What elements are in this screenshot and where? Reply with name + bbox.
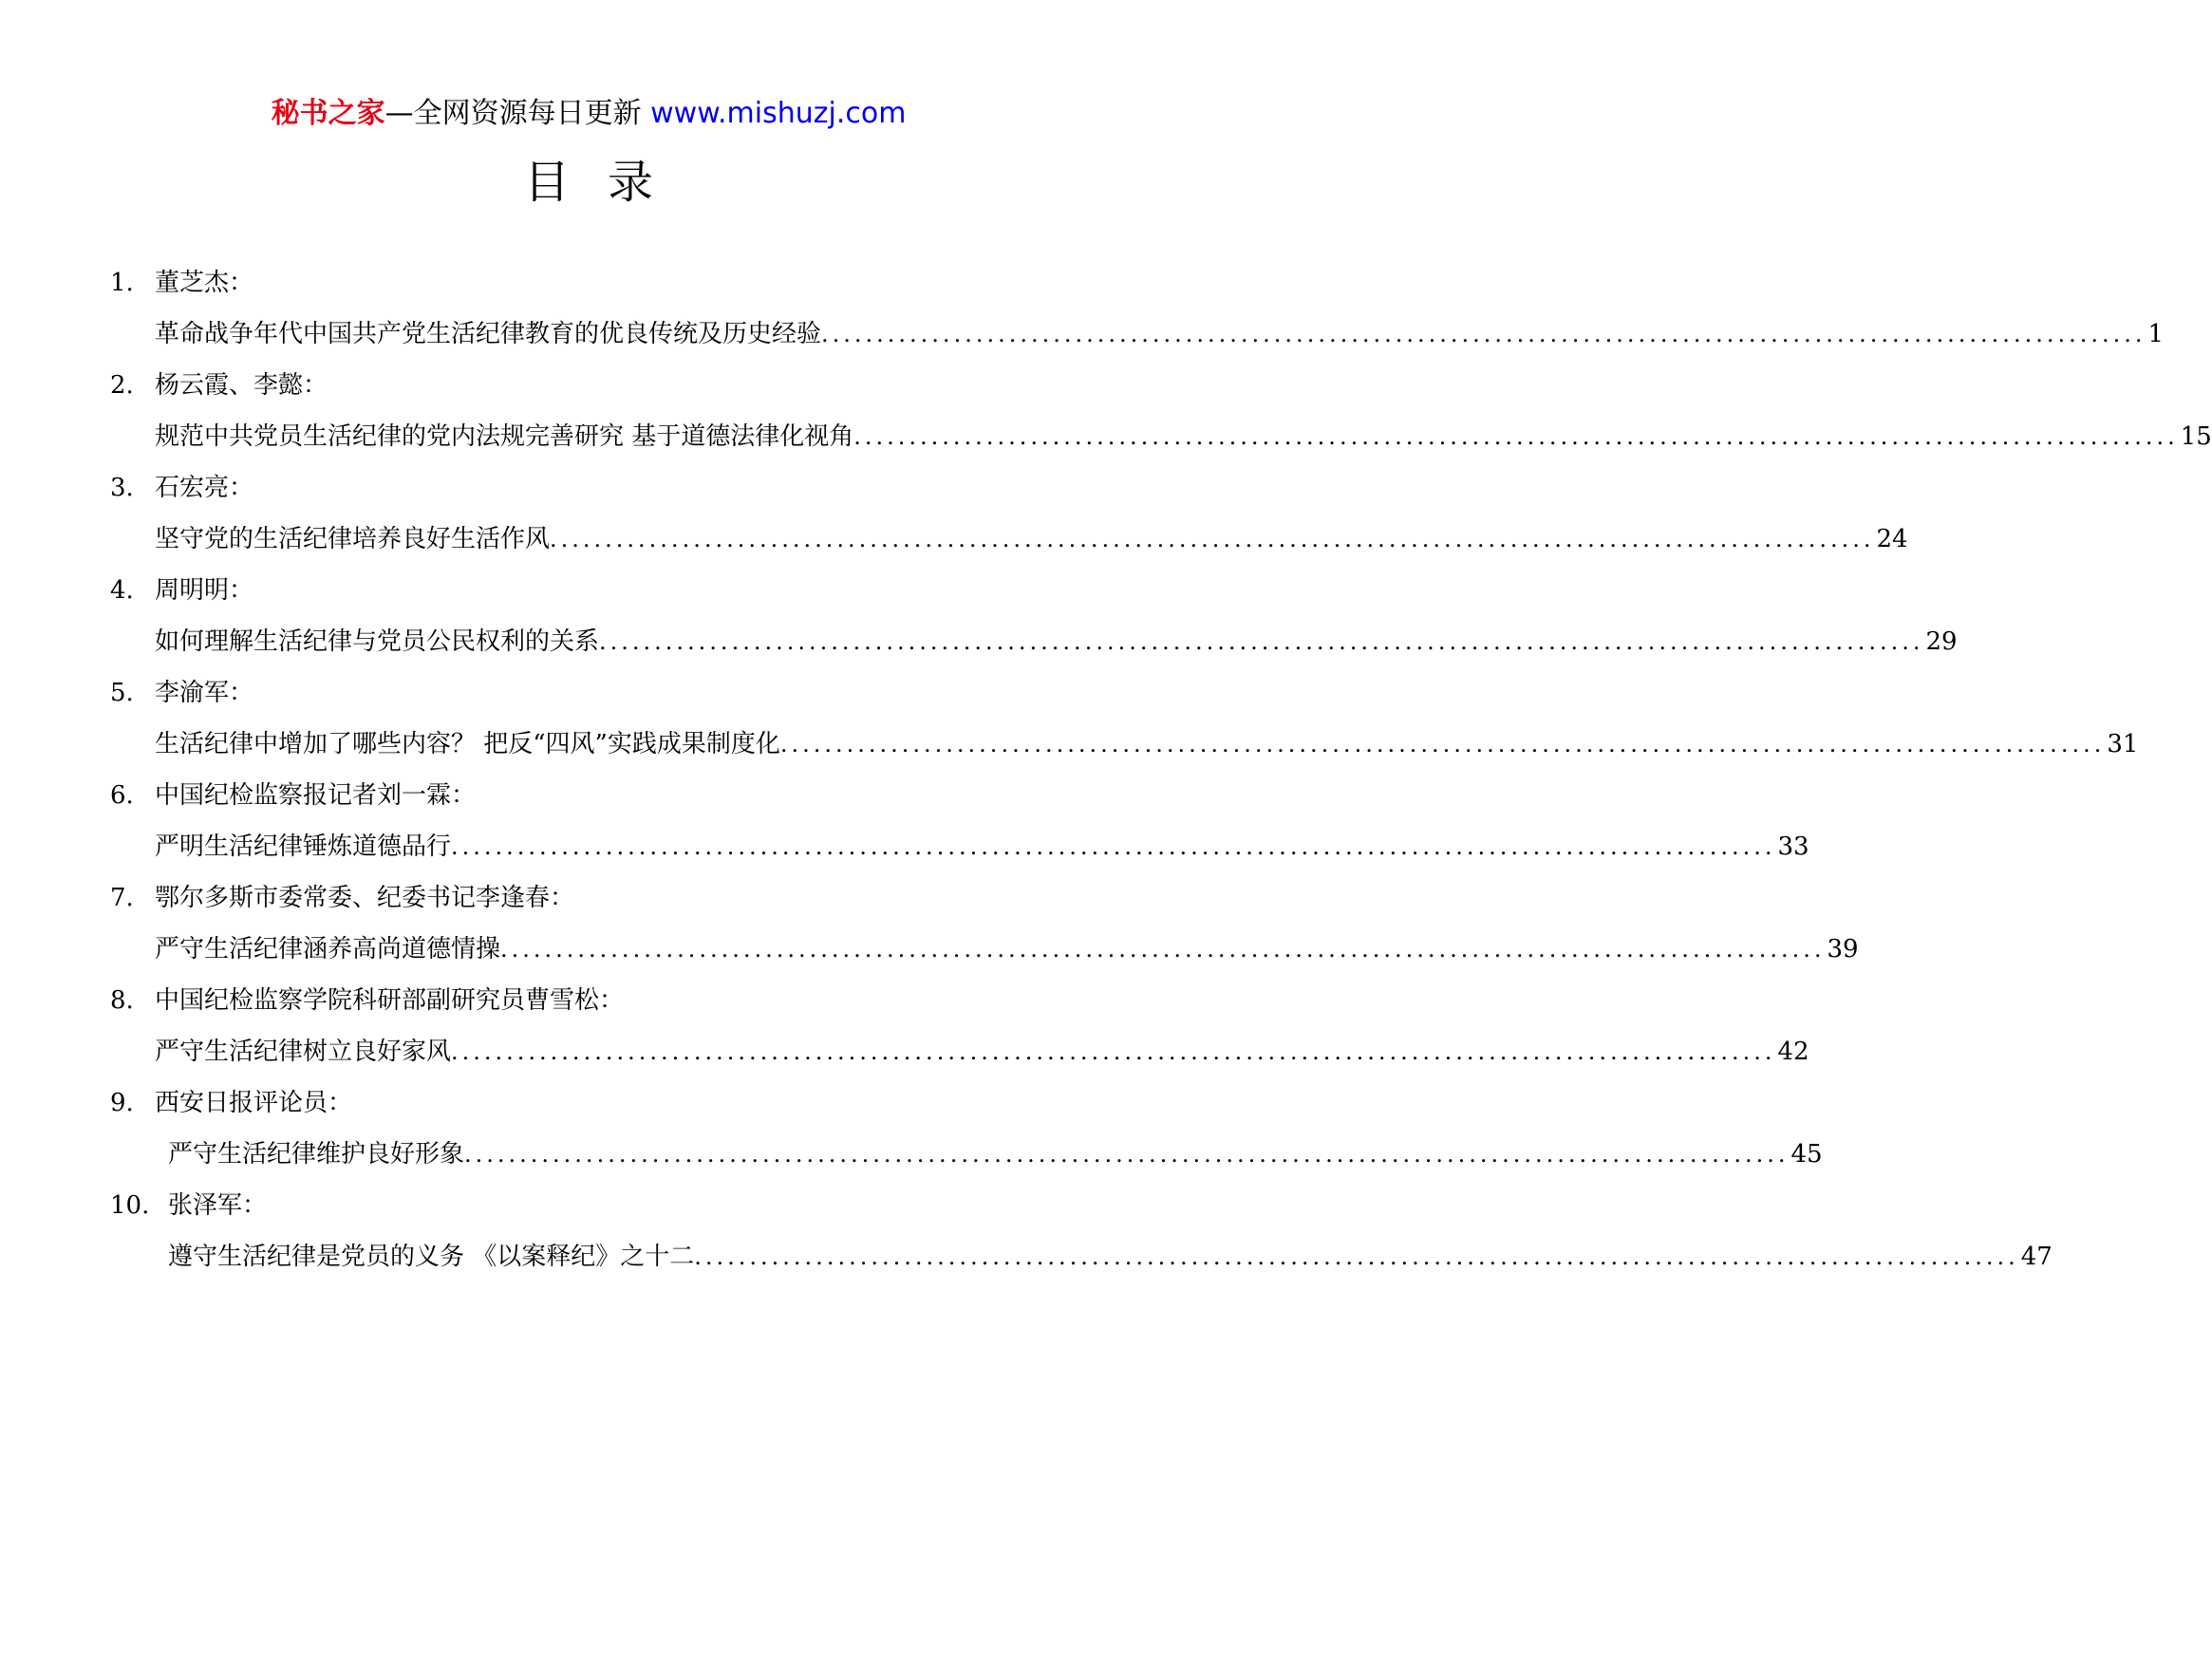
toc-page-number: 39	[1827, 935, 1859, 963]
toc-author: 鄂尔多斯市委常委、纪委书记李逢春：	[155, 884, 575, 912]
toc-entry-3	[0, 464, 1908, 567]
toc-author: 周明明：	[155, 576, 254, 605]
page-title: 目录	[523, 156, 691, 209]
toc-title: 严守生活纪律涵养高尚道德情操	[155, 935, 501, 963]
toc-author-line	[110, 1182, 267, 1229]
toc-title: 严守生活纪律树立良好家风	[155, 1038, 452, 1066]
banner-tagline: —全网资源每日更新	[384, 97, 651, 130]
toc-author-line	[110, 977, 624, 1024]
dot-leader: ........................................................................................................................	[853, 423, 2179, 450]
toc-number: 9.	[110, 1089, 134, 1117]
toc-title-link[interactable]	[155, 926, 1859, 973]
toc-number: 8.	[110, 986, 134, 1015]
toc-entry-10	[0, 1182, 2053, 1284]
toc-number: 1.	[110, 269, 134, 297]
toc-page-number: 24	[1876, 525, 1908, 553]
toc-author-line	[110, 259, 253, 307]
dot-leader: ........................................................................................................................	[451, 833, 1776, 860]
header-banner	[0, 95, 1177, 133]
dot-leader: ........................................................................................................................	[599, 628, 1924, 655]
toc-number: 5.	[110, 679, 134, 707]
toc-title-link[interactable]	[155, 823, 1809, 870]
toc-page-number: 42	[1777, 1038, 1809, 1066]
toc-title-link[interactable]	[155, 1028, 1809, 1076]
toc-number: 6.	[110, 781, 134, 810]
toc-title-link[interactable]	[168, 1131, 1823, 1178]
toc-title-link[interactable]	[155, 413, 2212, 460]
toc-page-number: 33	[1777, 832, 1809, 861]
toc-author: 李渝军：	[155, 679, 254, 707]
toc-author-line	[110, 1079, 352, 1127]
toc-author-line	[110, 362, 328, 409]
toc-page-number: 31	[2107, 730, 2139, 758]
toc-entry-7	[0, 874, 1859, 977]
toc-entry-1	[0, 259, 2165, 362]
toc-number: 2.	[110, 371, 134, 400]
toc-number: 7.	[110, 884, 134, 912]
dot-leader: ........................................................................................................................	[694, 1244, 2019, 1270]
toc-author: 中国纪检监察报记者刘一霖：	[155, 781, 477, 810]
toc-title-link[interactable]	[155, 720, 2139, 768]
toc-author: 杨云霞、李懿：	[155, 371, 328, 400]
dot-leader: ........................................................................................................................	[821, 321, 2146, 347]
dot-leader: ........................................................................................................................	[779, 731, 2106, 758]
dot-leader: ........................................................................................................................	[500, 936, 1826, 963]
toc-page-number: 45	[1790, 1140, 1823, 1169]
toc-author: 西安日报评论员：	[155, 1089, 353, 1117]
toc-title: 规范中共党员生活纪律的党内法规完善研究 基于道德法律化视角	[155, 422, 854, 451]
toc-title: 生活纪律中增加了哪些内容？ 把反“四风”实践成果制度化	[155, 730, 780, 758]
toc-entry-4	[0, 567, 1958, 669]
toc-title-link[interactable]	[155, 310, 2165, 358]
toc-title: 革命战争年代中国共产党生活纪律教育的优良传统及历史经验	[155, 320, 822, 348]
toc-entry-9	[0, 1079, 1823, 1182]
toc-author-line	[110, 464, 253, 512]
dot-leader: ........................................................................................................................	[464, 1141, 1790, 1168]
toc-title: 严守生活纪律维护良好形象	[168, 1140, 465, 1169]
toc-author: 董芝杰：	[155, 269, 254, 297]
toc-number: 10.	[110, 1191, 150, 1220]
toc-author-line	[110, 874, 574, 922]
toc-author-line	[110, 669, 253, 717]
toc-number: 4.	[110, 576, 134, 605]
toc-author: 张泽军：	[168, 1191, 268, 1220]
toc-author-line	[110, 772, 476, 819]
toc-page-number: 1	[2147, 320, 2165, 348]
toc-entry-2	[0, 362, 2212, 464]
toc-title: 遵守生活纪律是党员的义务 《以案释纪》之十二	[168, 1243, 695, 1271]
toc-title: 严明生活纪律锤炼道德品行	[155, 832, 452, 861]
brand-name: 秘书之家	[271, 97, 385, 130]
toc-title: 坚守党的生活纪律培养良好生活作风	[155, 525, 551, 553]
website-link[interactable]: www.mishuzj.com	[650, 97, 907, 130]
toc-title-link[interactable]	[155, 515, 1908, 563]
toc-entry-8	[0, 977, 1809, 1079]
toc-author-line	[110, 567, 253, 614]
dot-leader: ........................................................................................................................	[451, 1038, 1776, 1065]
toc-page-number: 47	[2020, 1243, 2053, 1271]
toc-number: 3.	[110, 474, 134, 502]
toc-page-number: 15	[2180, 422, 2212, 451]
toc-entry-6	[0, 772, 1809, 874]
dot-leader: ........................................................................................................................	[550, 526, 1875, 552]
toc-page-number: 29	[1925, 627, 1958, 656]
toc-entry-5	[0, 669, 2139, 772]
toc-title: 如何理解生活纪律与党员公民权利的关系	[155, 627, 600, 656]
toc-title-link[interactable]	[168, 1233, 2053, 1281]
table-of-contents	[0, 259, 2212, 1284]
toc-title-link[interactable]	[155, 618, 1958, 665]
toc-author: 中国纪检监察学院科研部副研究员曹雪松：	[155, 986, 625, 1015]
toc-author: 石宏亮：	[155, 474, 254, 502]
